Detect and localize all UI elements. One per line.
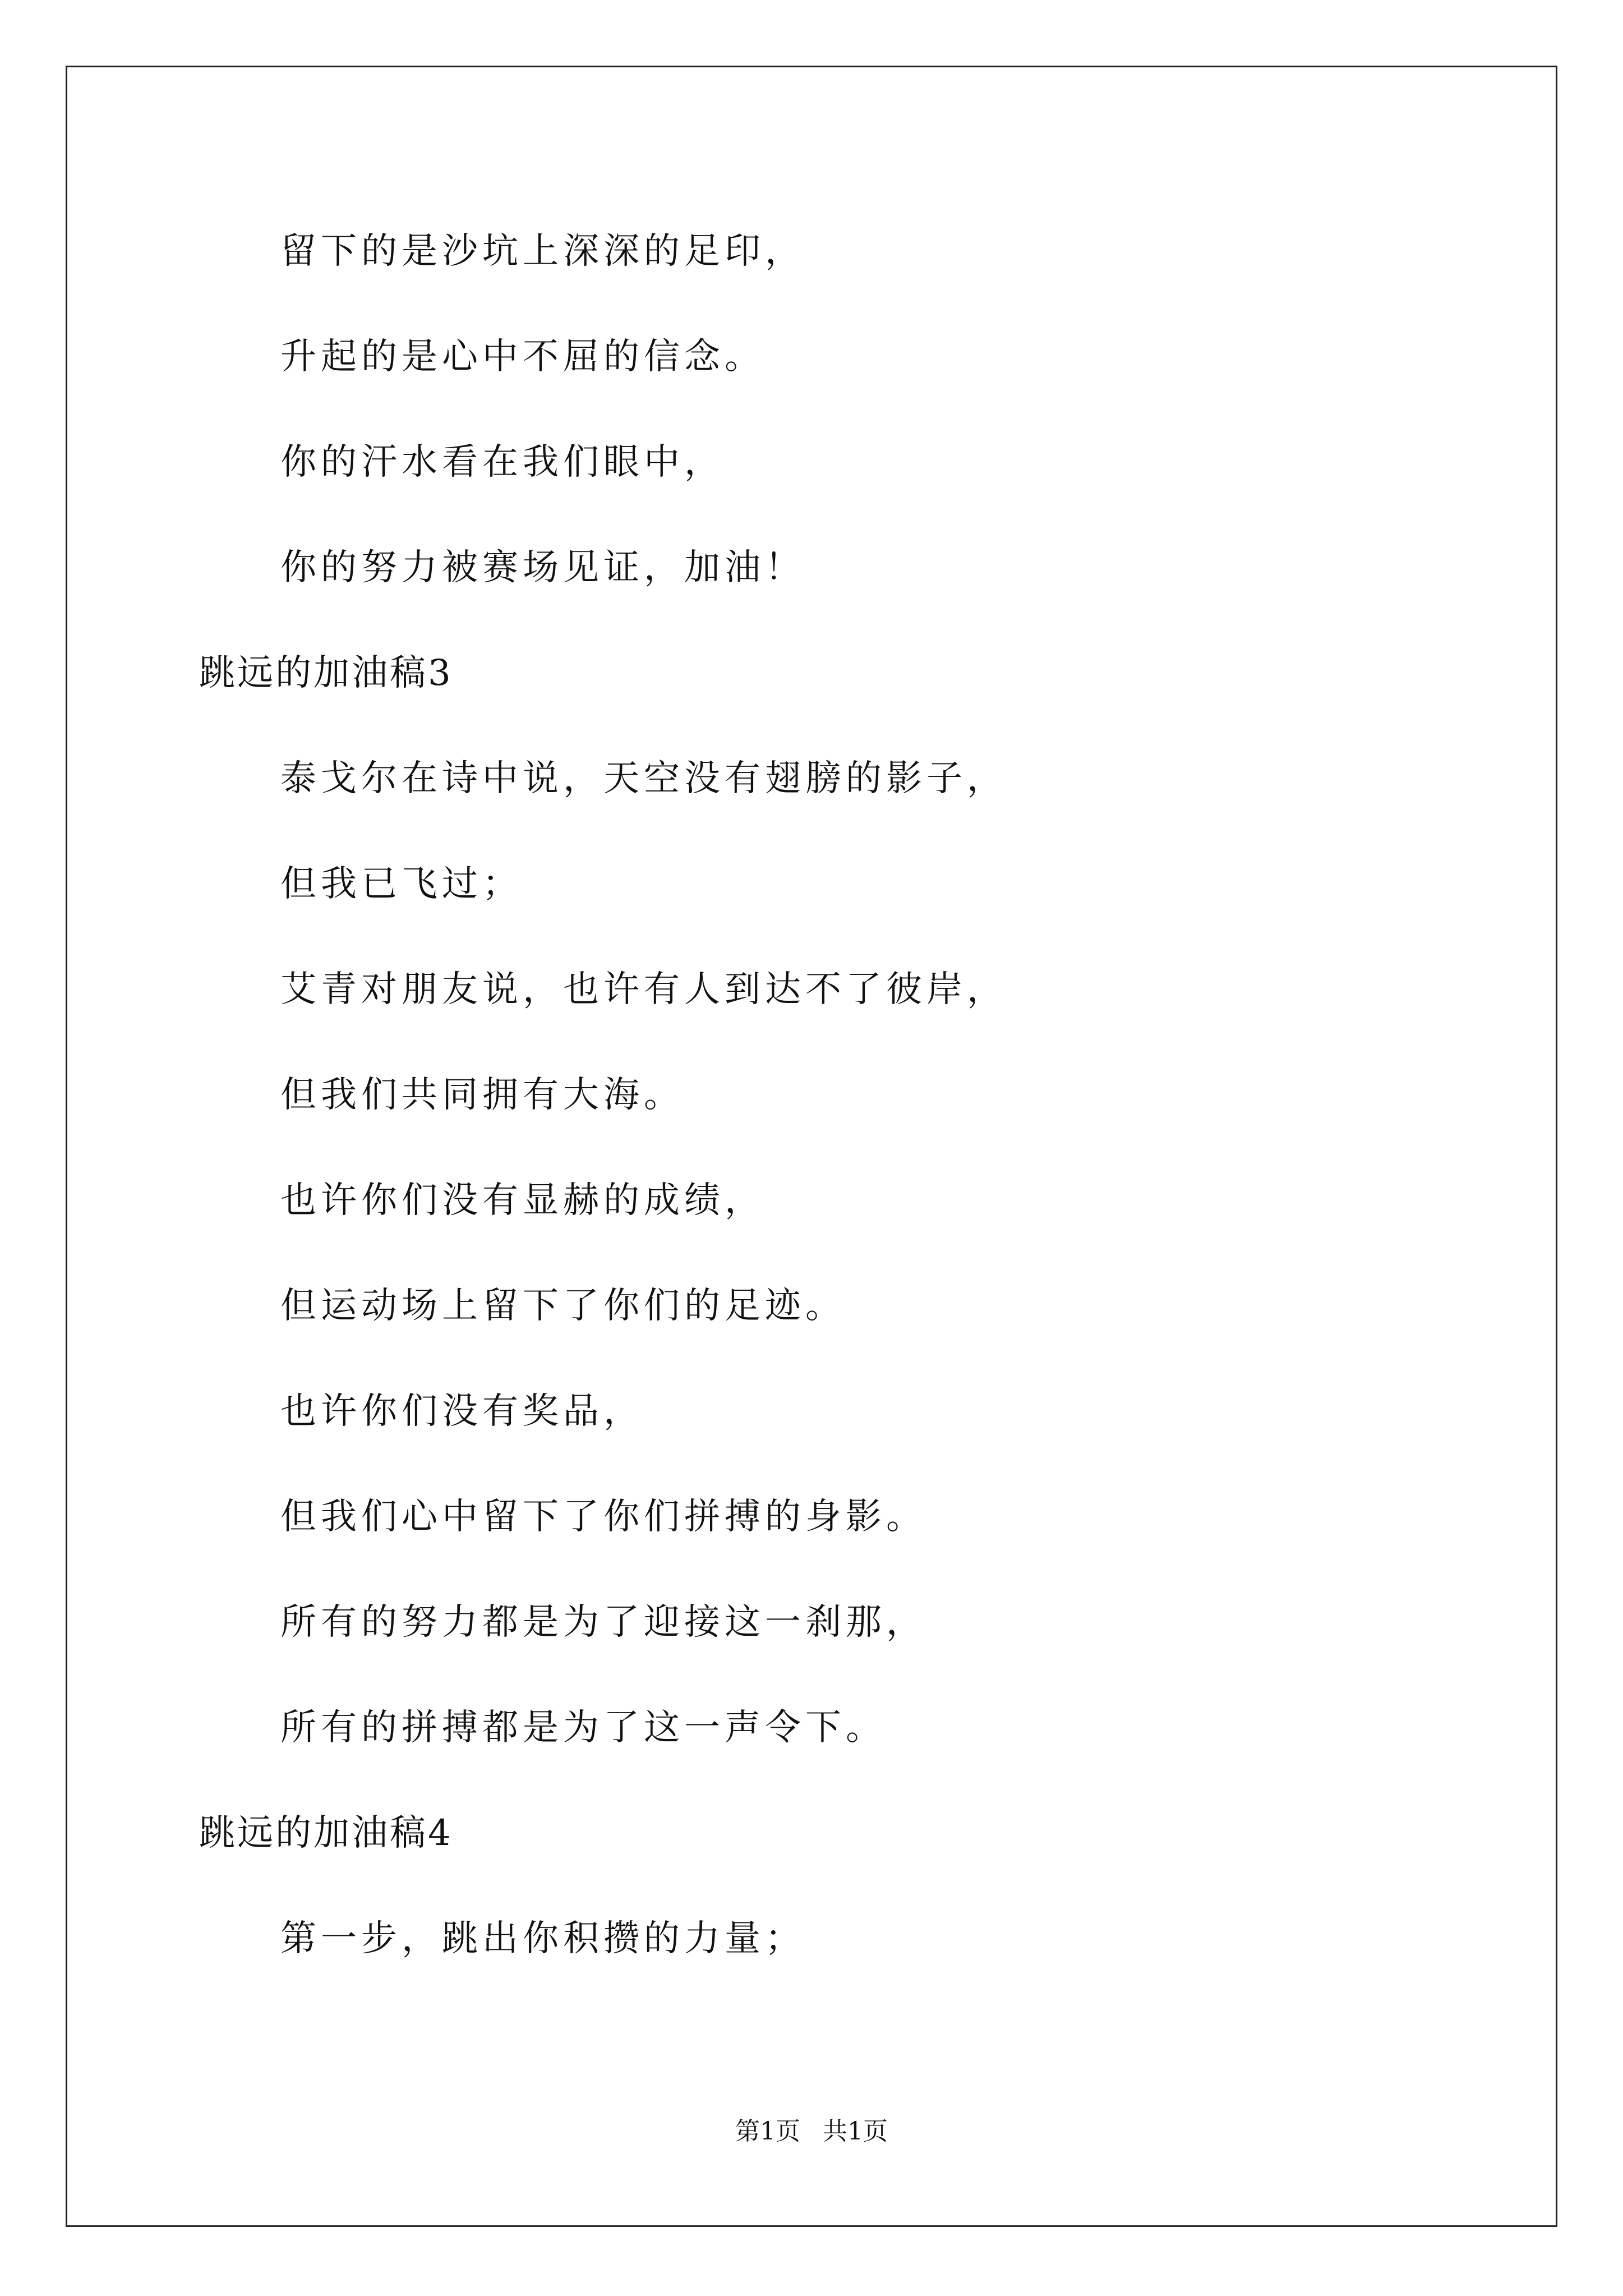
body-line: 第一步，跳出你积攒的力量；: [280, 1918, 805, 1959]
body-line: 也许你们没有显赫的成绩，: [280, 1180, 765, 1221]
body-line: 但运动场上留下了你们的足迹。: [280, 1285, 846, 1327]
body-line: 升起的是心中不屈的信念。: [280, 336, 765, 378]
body-line: 也许你们没有奖品，: [280, 1391, 644, 1432]
section-heading: 跳远的加油稿3: [199, 652, 453, 694]
body-line: 但我们心中留下了你们拼搏的身影。: [280, 1496, 926, 1538]
body-line: 留下的是沙坑上深深的足印，: [280, 231, 805, 272]
body-line: 所有的拼搏都是为了这一声令下。: [280, 1707, 886, 1749]
section-heading: 跳远的加油稿4: [199, 1812, 453, 1854]
body-line: 但我们共同拥有大海。: [280, 1074, 684, 1116]
page-border: [66, 66, 1557, 2227]
body-line: 艾青对朋友说，也许有人到达不了彼岸，: [280, 969, 1007, 1010]
page-number: 第1页: [735, 2117, 800, 2146]
page-count: 共1页: [823, 2117, 888, 2146]
body-line: 你的汗水看在我们眼中，: [280, 441, 725, 483]
body-line: 但我已飞过；: [280, 863, 523, 905]
page-footer: [0, 2115, 1623, 2148]
body-line: 你的努力被赛场见证，加油！: [280, 547, 805, 588]
body-line: 泰戈尔在诗中说，天空没有翅膀的影子，: [280, 758, 1007, 799]
body-line: 所有的努力都是为了迎接这一刹那，: [280, 1602, 926, 1643]
